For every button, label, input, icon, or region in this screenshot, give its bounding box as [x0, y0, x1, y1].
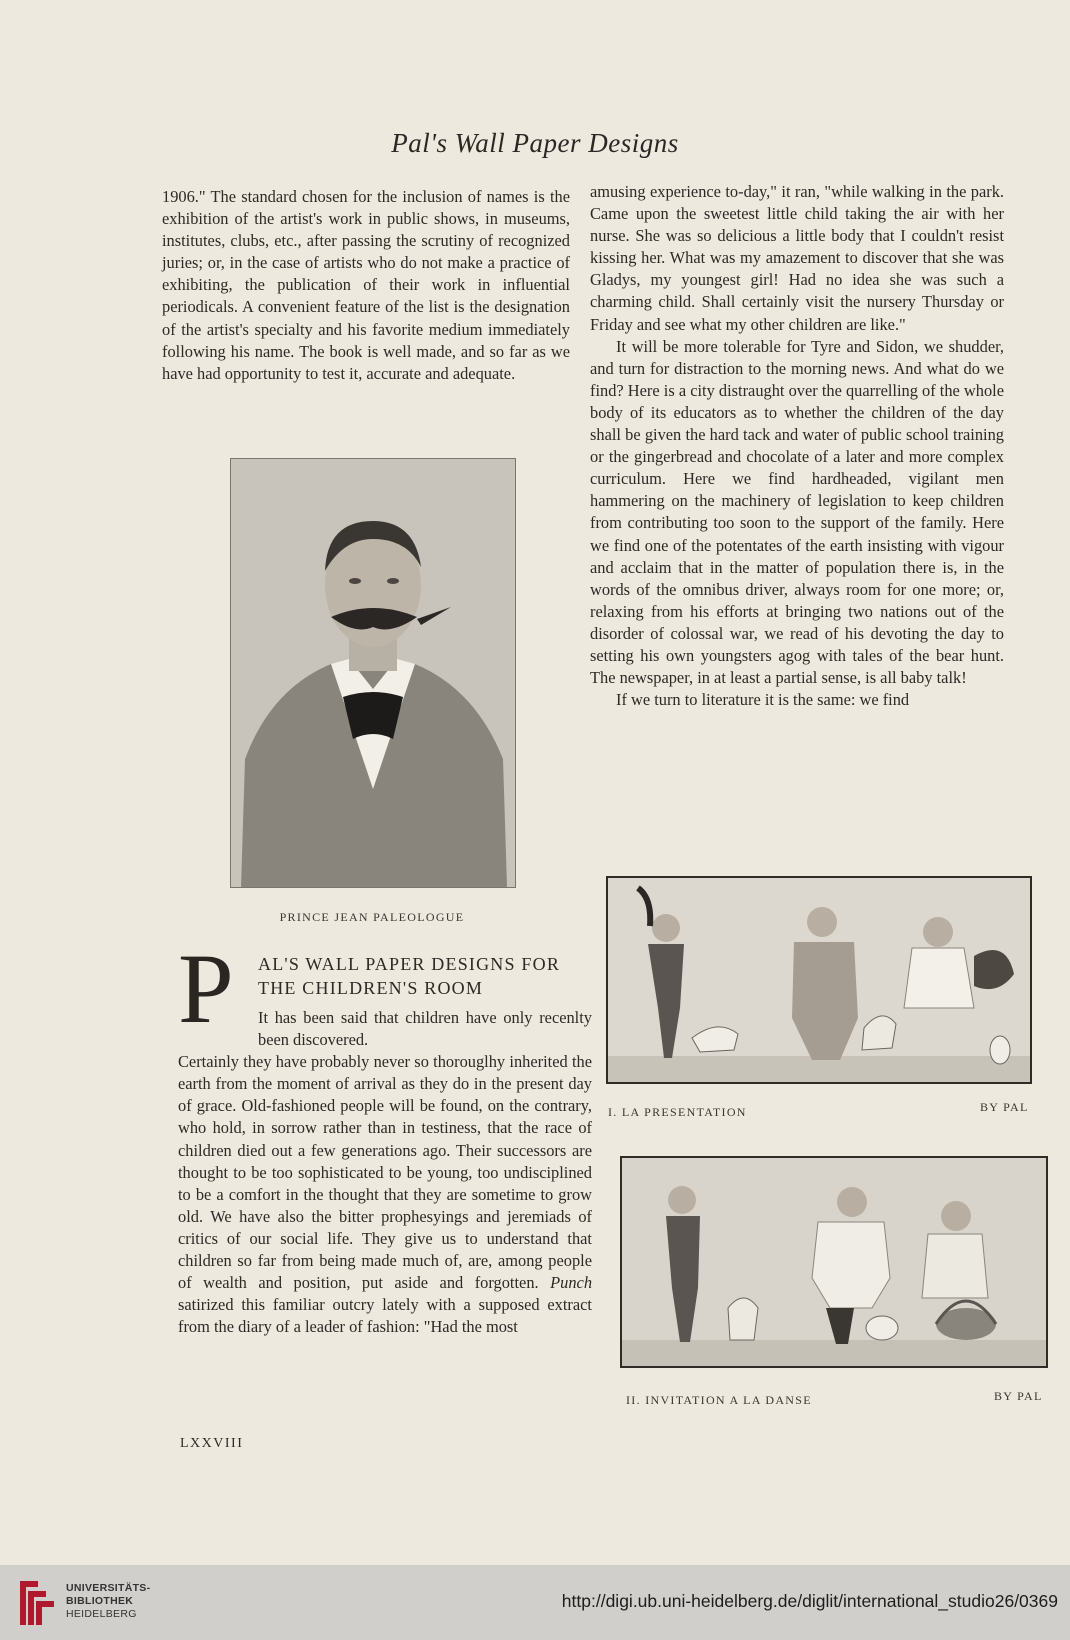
library-logo-icon: [14, 1575, 60, 1631]
left-column-top: [162, 186, 570, 385]
plate-1-illustration: [608, 878, 1030, 1082]
library-name: [66, 1582, 150, 1621]
lead-sentence: It has been said that children have only recenlty been discovered.: [258, 1008, 592, 1050]
right-paragraph-1: amusing experience to-day," it ran, "while walking in the park. Came upon the sweetest little child taking the air with her nurse. She was so delicious a little body that I couldn't resist kissing her. What was my amazement to discover that she was Gladys, my youngest girl! Had no idea she was such a charming child. Shall certainly visit the nursery Thursday or Friday and see what my other children are like.": [590, 182, 1004, 334]
plate-la-presentation: [606, 876, 1032, 1084]
article-title: AL'S WALL PAPER DESIGNS FOR THE CHILDREN'S ROOM: [258, 954, 561, 998]
plate-1-credit: BY PAL: [980, 1100, 1029, 1114]
footer-bar: [0, 1565, 1070, 1640]
running-title: Pal's Wall Paper Designs: [391, 128, 679, 158]
plate-2-illustration: [622, 1158, 1046, 1366]
left-column-bottom: [178, 1007, 592, 1338]
punch-title: Punch: [550, 1273, 593, 1293]
plate-invitation-a-la-danse: [620, 1156, 1048, 1368]
photo-caption: PRINCE JEAN PALEOLOGUE: [279, 910, 465, 924]
left-body-text: Certainly they have probably never so thorouglhy inherited the earth from the moment of arrival as they do in the present day of grace. Old-fashioned people will be found, on the contrary, who hold, in sorrow rather than in testiness, that the race of children died out a few generations ago. Their successors are thought to be too sophisticated to be young, too undisciplined to be a comfort in the thought that they are sometime to grow old. We have also the bitter prophesyings and jeremiads of critics of our social life. They give us to understand that children so far from being made much of, are, among people of wealth and position, put aside and forgotten.: [178, 1052, 592, 1293]
right-column: [590, 181, 1004, 711]
library-name-line-1: UNIVERSITÄTS-: [66, 1582, 151, 1594]
plate-2-credit: BY PAL: [994, 1389, 1043, 1403]
plate-1-caption: I. LA PRESENTATION: [608, 1105, 747, 1119]
right-paragraph-2: It will be more tolerable for Tyre and Sidon, we shudder, and turn for distraction to the morning news. And what do we find? Here is a city distraught over the quarrelling of the whole body of its educators as to whether the children of the day shall be given the hard tack and water of public school training or the gingerbread and chocolate of a later and more complex curriculum. Here we find hardheaded, vigilant men hammering on the machinery of legislation to keep children from contributing too soon to the support of the family. Here we find one of the potentates of the earth insisting with vigour and acclaim that in the matter of population there is, in the words of the omnibus driver, always room for one more; or, relaxing from his efforts at bringing two nations out of the disorder of colossal war, we read of his devoting the day to setting his own youngsters agog with tales of the bear hunt. The newspaper, in at least a partial sense, is all baby talk!: [590, 336, 1004, 688]
plate-2-caption: II. INVITATION A LA DANSE: [626, 1393, 812, 1407]
portrait-photo: [230, 458, 516, 888]
left-body-tail: satirized this familiar outcry lately with a supposed extract from the diary of a leader of fashion: "Had the most: [178, 1295, 592, 1337]
library-name-line-3: HEIDELBERG: [66, 1608, 137, 1620]
source-url-link[interactable]: http://digi.ub.uni-heidelberg.de/diglit/international_studio26/0369: [561, 1591, 1058, 1611]
page-folio: LXXVIII: [180, 1436, 244, 1451]
left-top-paragraph: 1906." The standard chosen for the inclusion of names is the exhibition of the artist's work in public shows, in museums, institutes, clubs, etc., after passing the scrutiny of recognized juries; or, in the case of artists who do not make a practice of exhibiting, the publication of their work in influential periodicals. A convenient feature of the list is the designation of the artist's specialty and his favorite medium immediately following his name. The book is well made, and so far as we have had opportunity to test it, accurate and adequate.: [162, 187, 570, 383]
right-paragraph-3: If we turn to literature it is the same: we find: [616, 690, 910, 710]
portrait-illustration: [231, 459, 515, 887]
drop-cap: P: [178, 933, 234, 1044]
library-name-line-2: BIBLIOTHEK: [66, 1595, 134, 1607]
